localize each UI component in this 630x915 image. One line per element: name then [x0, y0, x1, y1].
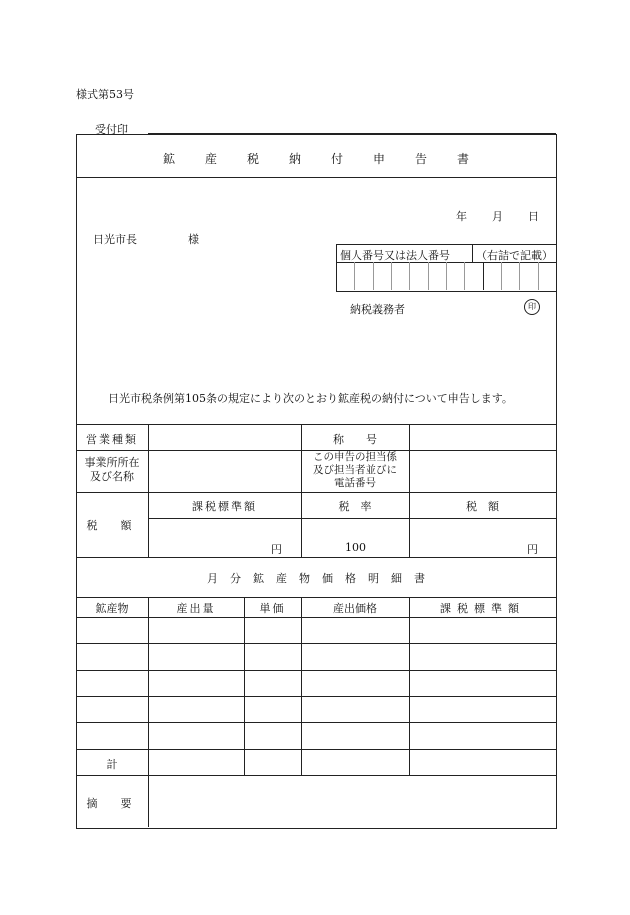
remarks-label: 摘 要	[86, 797, 138, 810]
detail-header-unit-price: 単価	[259, 602, 286, 615]
id-number-label: 個人番号又は法人番号	[340, 249, 450, 262]
id-digit-cell-divider	[538, 262, 539, 290]
id-digit-cell-divider	[519, 262, 520, 290]
col-divider-right	[409, 424, 410, 557]
tax-base-header: 課税標準額	[192, 500, 257, 513]
tax-rate-header: 税 率	[338, 500, 372, 513]
contact-label: この申告の担当係 及び担当者並びに 電話番号	[313, 451, 397, 489]
date-day-label: 日	[528, 210, 539, 223]
col-divider-unit	[244, 597, 245, 775]
tax-header-divider	[148, 518, 556, 519]
id-digit-cell-divider	[354, 262, 355, 290]
id-digit-cell-divider	[464, 262, 465, 290]
col-divider-label	[148, 597, 149, 827]
reception-stamp-label: 受付印	[95, 123, 128, 136]
col-divider-tax-base	[409, 597, 410, 775]
form-title: 鉱産税納付申告書	[162, 152, 499, 166]
id-digit-cell-divider	[373, 262, 374, 290]
title-divider	[76, 177, 556, 178]
row-divider-detail-title	[76, 557, 556, 558]
col-divider-mid	[301, 424, 302, 557]
col-divider-label	[148, 424, 149, 557]
detail-header-output: 産出量	[176, 602, 216, 615]
date-month-label: 月	[492, 210, 503, 223]
detail-header-output-value: 産出価格	[333, 602, 377, 615]
seal-mark: 印	[524, 299, 540, 315]
business-type-label: 営業種類	[86, 433, 138, 446]
tax-base-yen: 円	[271, 543, 282, 556]
detail-header-tax-base: 課税標準額	[440, 602, 525, 615]
office-label: 事業所所在 及び名称	[84, 456, 140, 483]
id-number-header-divider	[472, 244, 473, 262]
id-digit-cell-divider	[501, 262, 502, 290]
detail-header-mineral: 鉱産物	[95, 602, 129, 615]
tax-amount-yen: 円	[527, 543, 538, 556]
col-divider-value	[301, 597, 302, 775]
id-digit-cell-divider	[483, 262, 484, 290]
detail-title: 月分鉱産物価格明細書	[207, 572, 437, 585]
tax-rate-value: 100	[345, 541, 366, 554]
id-number-note: （右詰で記載）	[476, 249, 553, 262]
form-number: 様式第53号	[76, 88, 134, 101]
id-digit-cell-divider	[391, 262, 392, 290]
tax-section-label: 税 額	[86, 519, 138, 532]
tax-amount-header: 税 額	[466, 500, 499, 513]
addressee-name: 日光市長	[93, 233, 137, 246]
total-label: 計	[106, 758, 118, 771]
id-digit-cell-divider	[428, 262, 429, 290]
date-year-label: 年	[456, 210, 467, 223]
trade-name-label: 称 号	[333, 433, 377, 446]
id-digit-cell-divider	[446, 262, 447, 290]
id-digit-cell-divider	[409, 262, 410, 290]
taxpayer-label: 納税義務者	[350, 303, 405, 316]
declaration-text: 日光市税条例第105条の規定により次のとおり鉱産税の納付について申告します。	[108, 392, 513, 405]
addressee-honorific: 様	[188, 233, 199, 246]
